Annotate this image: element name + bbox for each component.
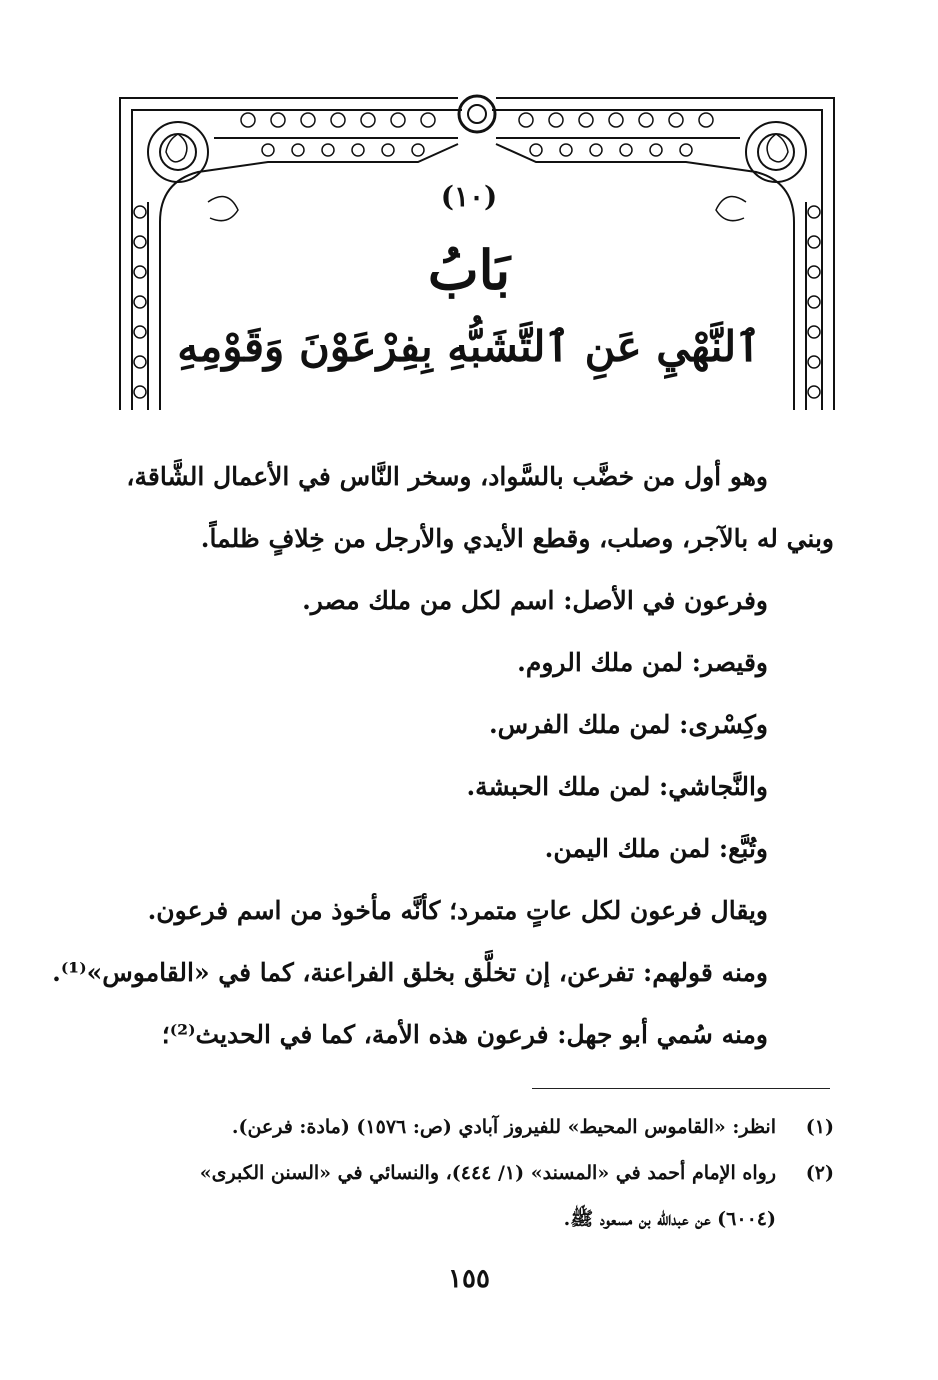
paragraph-line: ومنه قولهم: تفرعن، إن تخلَّق بخلق الفراعنة، كما في «القاموس»⁽¹⁾. <box>52 958 768 987</box>
footnote-number: (٢) <box>805 1162 834 1184</box>
paragraph-line: ويقال فرعون لكل عاتٍ متمرد؛ كأنَّه مأخوذ من اسم فرعون. <box>147 896 768 925</box>
paragraph-line: وهو أول من خضَّب بالسَّواد، وسخر النَّاس في الأعمال الشَّاقة، <box>126 462 768 491</box>
footnotes <box>100 1104 834 1242</box>
paragraph-line: وتُبَّع: لمن ملك اليمن. <box>544 834 768 863</box>
footnote-text: انظر: «القاموس المحيط» للفيروز آبادي (ص: ١٥٧٦) (مادة: فرعن). <box>231 1116 776 1138</box>
footnote-separator <box>532 1088 830 1089</box>
paragraph-line: والنَّجاشي: لمن ملك الحبشة. <box>466 772 768 801</box>
paragraph-line: ومنه سُمي أبو جهل: فرعون هذه الأمة، كما في الحديث⁽²⁾؛ <box>161 1020 768 1049</box>
body-text <box>52 446 834 1066</box>
footnote-text: رواه الإمام أحمد في «المسند» (١/ ٤٤٤)، والنسائي في «السنن الكبرى» <box>199 1162 776 1184</box>
chapter-title: ٱلنَّهْيِ عَنِ ٱلتَّشَبُّهِ بِفِرْعَوْنَ وَقَوْمِهِ <box>177 322 761 371</box>
footnote-number: (١) <box>805 1116 834 1138</box>
footnote-continuation: (٦٠٠٤) عن عبدالله بن مسعود ﷺ. <box>563 1208 776 1230</box>
paragraph-line: وكِسْرى: لمن ملك الفرس. <box>488 710 768 739</box>
page-number: ١٥٥ <box>448 1264 490 1294</box>
footnote <box>100 1150 834 1196</box>
footnote <box>100 1104 834 1150</box>
paragraph-line: وبني له بالآجر، وصلب، وقطع الأيدي والأرجل من خِلافٍ ظلماً. <box>200 524 834 553</box>
chapter-heading: بَابُ <box>427 238 511 302</box>
paragraph-line: وقيصر: لمن ملك الروم. <box>517 648 768 677</box>
paragraph-line: وفرعون في الأصل: اسم لكل من ملك مصر. <box>302 586 768 615</box>
chapter-number: (١٠) <box>440 180 498 213</box>
